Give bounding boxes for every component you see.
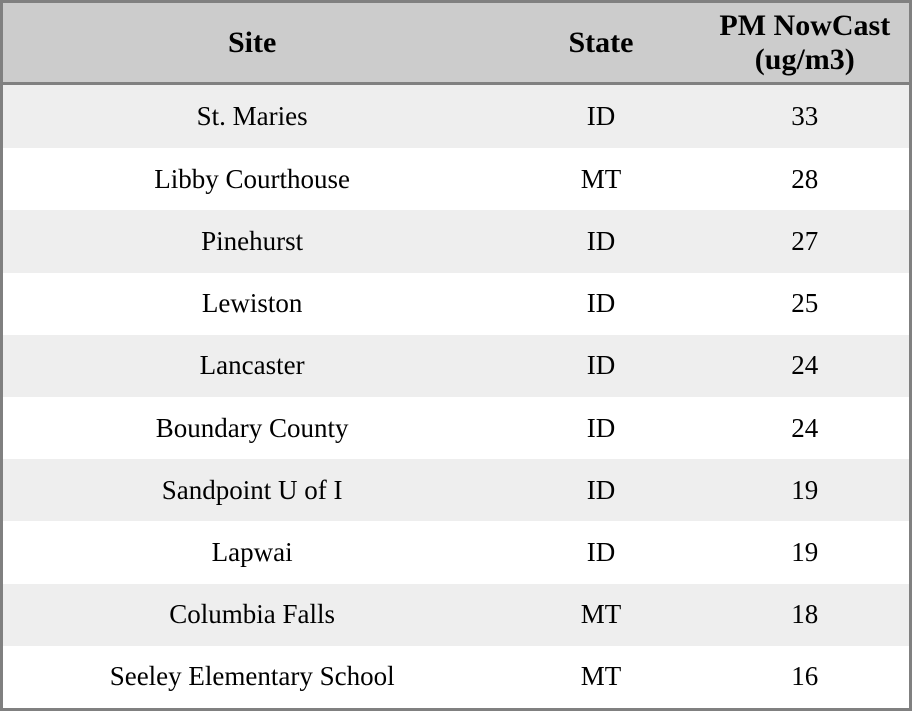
table-row	[3, 335, 909, 397]
table-row	[3, 210, 909, 272]
cell-site: Lewiston	[3, 273, 501, 335]
cell-pm: 28	[701, 148, 909, 210]
cell-site: Sandpoint U of I	[3, 459, 501, 521]
cell-site: Boundary County	[3, 397, 501, 459]
table-row	[3, 521, 909, 583]
table-body	[3, 84, 909, 708]
cell-pm: 19	[701, 459, 909, 521]
cell-state: ID	[501, 397, 700, 459]
cell-state: ID	[501, 273, 700, 335]
column-header-state: State	[501, 3, 700, 84]
table-row	[3, 459, 909, 521]
cell-state: MT	[501, 584, 700, 646]
cell-site: Pinehurst	[3, 210, 501, 272]
cell-pm: 18	[701, 584, 909, 646]
cell-pm: 33	[701, 84, 909, 149]
table-header-row	[3, 3, 909, 84]
table-header	[3, 3, 909, 84]
cell-state: ID	[501, 335, 700, 397]
cell-pm: 24	[701, 397, 909, 459]
table-row	[3, 584, 909, 646]
cell-site: St. Maries	[3, 84, 501, 149]
table-row	[3, 273, 909, 335]
cell-pm: 27	[701, 210, 909, 272]
table-row	[3, 148, 909, 210]
column-header-site: Site	[3, 3, 501, 84]
cell-site: Seeley Elementary School	[3, 646, 501, 708]
air-quality-table	[3, 3, 909, 708]
table-row	[3, 84, 909, 149]
cell-state: ID	[501, 459, 700, 521]
cell-site: Lancaster	[3, 335, 501, 397]
cell-site: Columbia Falls	[3, 584, 501, 646]
cell-pm: 19	[701, 521, 909, 583]
cell-site: Libby Courthouse	[3, 148, 501, 210]
table-row	[3, 646, 909, 708]
cell-pm: 16	[701, 646, 909, 708]
cell-pm: 24	[701, 335, 909, 397]
cell-pm: 25	[701, 273, 909, 335]
cell-state: MT	[501, 148, 700, 210]
column-header-pm-nowcast: PM NowCast (ug/m3)	[701, 3, 909, 84]
cell-state: ID	[501, 84, 700, 149]
cell-site: Lapwai	[3, 521, 501, 583]
cell-state: ID	[501, 210, 700, 272]
cell-state: ID	[501, 521, 700, 583]
table-row	[3, 397, 909, 459]
cell-state: MT	[501, 646, 700, 708]
